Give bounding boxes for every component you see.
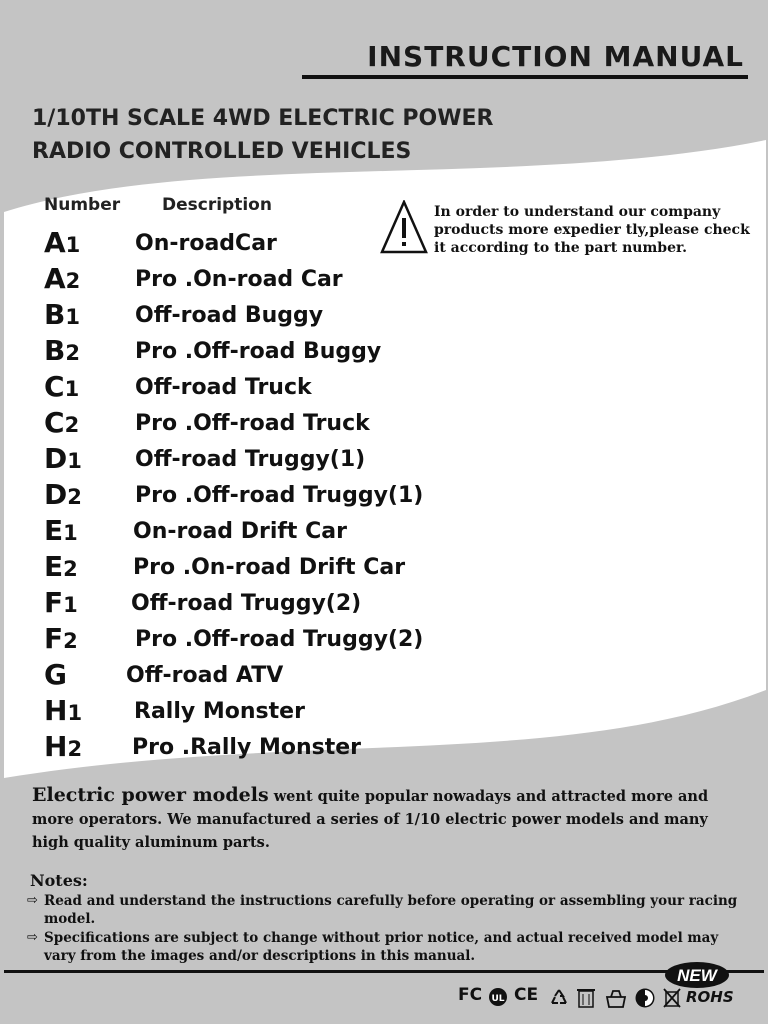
intro-body: went quite popular nowadays and attracted more and more operators. We manufactured a series of 1/10 electric power models and many high quality aluminum parts. (32, 788, 709, 851)
part-row-f1 (0, 586, 700, 622)
part-letter: B (44, 298, 66, 331)
intro-paragraph (32, 784, 732, 854)
new-badge-label: NEW (677, 966, 717, 985)
part-code (44, 226, 80, 259)
part-description: Off-road Truggy(2) (131, 591, 362, 616)
part-description: On-roadCar (135, 231, 277, 256)
recycle-icon (548, 987, 570, 1009)
part-description: Rally Monster (134, 699, 305, 724)
subtitle-line-2: RADIO CONTROLLED VEHICLES (32, 139, 412, 164)
part-variant: 2 (65, 269, 81, 293)
part-variant: 1 (63, 593, 78, 617)
part-variant: 1 (63, 521, 78, 545)
fc-mark: FC (458, 985, 483, 1005)
part-description: Pro .Off-road Truck (135, 411, 370, 436)
part-code (44, 586, 78, 619)
part-variant: 2 (67, 485, 82, 509)
certification-marks (454, 985, 754, 1013)
part-description: Pro .Rally Monster (132, 735, 362, 760)
part-description: Pro .On-road Drift Car (133, 555, 406, 580)
title-underline (302, 75, 748, 79)
part-description: Pro .Off-road Truggy(2) (135, 627, 424, 652)
part-letter: H (44, 694, 68, 727)
part-variant: 2 (67, 737, 83, 761)
part-row-b1 (0, 298, 700, 334)
column-header-number: Number (44, 195, 121, 215)
part-code (44, 370, 79, 403)
column-header-description: Description (162, 195, 272, 215)
part-row-b2 (0, 334, 700, 370)
part-row-h1 (0, 694, 700, 730)
part-variant: 1 (65, 233, 81, 257)
arrow-right-icon: ⇨ (27, 930, 38, 945)
part-row-g (0, 658, 700, 694)
part-description: Off-road Truggy(1) (135, 447, 366, 472)
arrow-right-icon: ⇨ (27, 893, 38, 908)
part-description: Pro .Off-road Buggy (135, 339, 382, 364)
part-code (44, 334, 80, 367)
part-variant: 2 (63, 629, 78, 653)
part-code (44, 478, 82, 511)
part-letter: F (44, 622, 64, 655)
part-code (44, 514, 78, 547)
note-item (27, 892, 740, 928)
part-row-a1 (0, 226, 700, 262)
part-letter: D (44, 442, 68, 475)
part-letter: A (44, 262, 66, 295)
part-letter: H (44, 730, 68, 763)
part-code (44, 406, 79, 439)
part-variant: 2 (65, 341, 80, 365)
part-code (44, 694, 82, 727)
notice-text: In order to understand our company products more expedier tly,please check it according to the part number. (434, 204, 750, 256)
part-row-d2 (0, 478, 700, 514)
packaging-icon (604, 987, 628, 1009)
note-text: Specifications are subject to change without prior notice, and actual received model may vary from the images and/or descriptions in this manual. (44, 930, 719, 964)
footer-divider (4, 970, 764, 973)
part-letter: B (44, 334, 66, 367)
part-row-e1 (0, 514, 700, 550)
part-description: Off-road Truck (135, 375, 312, 400)
part-code (44, 730, 82, 763)
rohs-mark: ROHS (686, 988, 734, 1006)
part-row-d1 (0, 442, 700, 478)
ul-mark-icon (488, 987, 508, 1007)
part-code (44, 658, 67, 691)
part-variant: 2 (64, 413, 80, 437)
part-variant: 1 (67, 701, 83, 725)
notes-heading: Notes: (30, 871, 88, 890)
green-dot-icon (634, 987, 656, 1009)
part-letter: D (44, 478, 68, 511)
manual-title: INSTRUCTION MANUAL (367, 40, 744, 73)
part-row-f2 (0, 622, 700, 658)
part-description: Pro .On-road Car (135, 267, 343, 292)
part-row-c1 (0, 370, 700, 406)
part-description: Pro .Off-road Truggy(1) (135, 483, 424, 508)
part-letter: E (44, 514, 64, 547)
notes-section (27, 871, 740, 965)
part-variant: 1 (64, 377, 80, 401)
ce-mark: CE (514, 985, 539, 1005)
note-item (27, 929, 740, 965)
part-letter: C (44, 406, 65, 439)
part-variant: 2 (63, 557, 78, 581)
part-description: Off-road Buggy (135, 303, 324, 328)
intro-lead: Electric power models (32, 784, 269, 806)
part-description: On-road Drift Car (133, 519, 347, 544)
svg-text:UL: UL (491, 994, 505, 1004)
vehicle-subtitle (32, 102, 493, 168)
part-letter: E (44, 550, 64, 583)
part-row-h2 (0, 730, 700, 766)
part-row-e2 (0, 550, 700, 586)
part-variant: 1 (65, 305, 80, 329)
weee-bin-icon (576, 987, 596, 1009)
part-letter: C (44, 370, 65, 403)
crossed-bin-icon (662, 987, 682, 1009)
subtitle-line-1: 1/10TH SCALE 4WD ELECTRIC POWER (32, 106, 494, 131)
part-row-a2 (0, 262, 700, 298)
part-code (44, 298, 80, 331)
part-code (44, 550, 78, 583)
part-description: Off-road ATV (126, 663, 284, 688)
note-text: Read and understand the instructions carefully before operating or assembling your racing model. (44, 893, 738, 927)
part-letter: G (44, 658, 67, 691)
part-variant: 1 (67, 449, 82, 473)
part-letter: F (44, 586, 64, 619)
part-code (44, 442, 82, 475)
part-code (44, 262, 80, 295)
part-letter: A (44, 226, 66, 259)
part-row-c2 (0, 406, 700, 442)
part-code (44, 622, 78, 655)
